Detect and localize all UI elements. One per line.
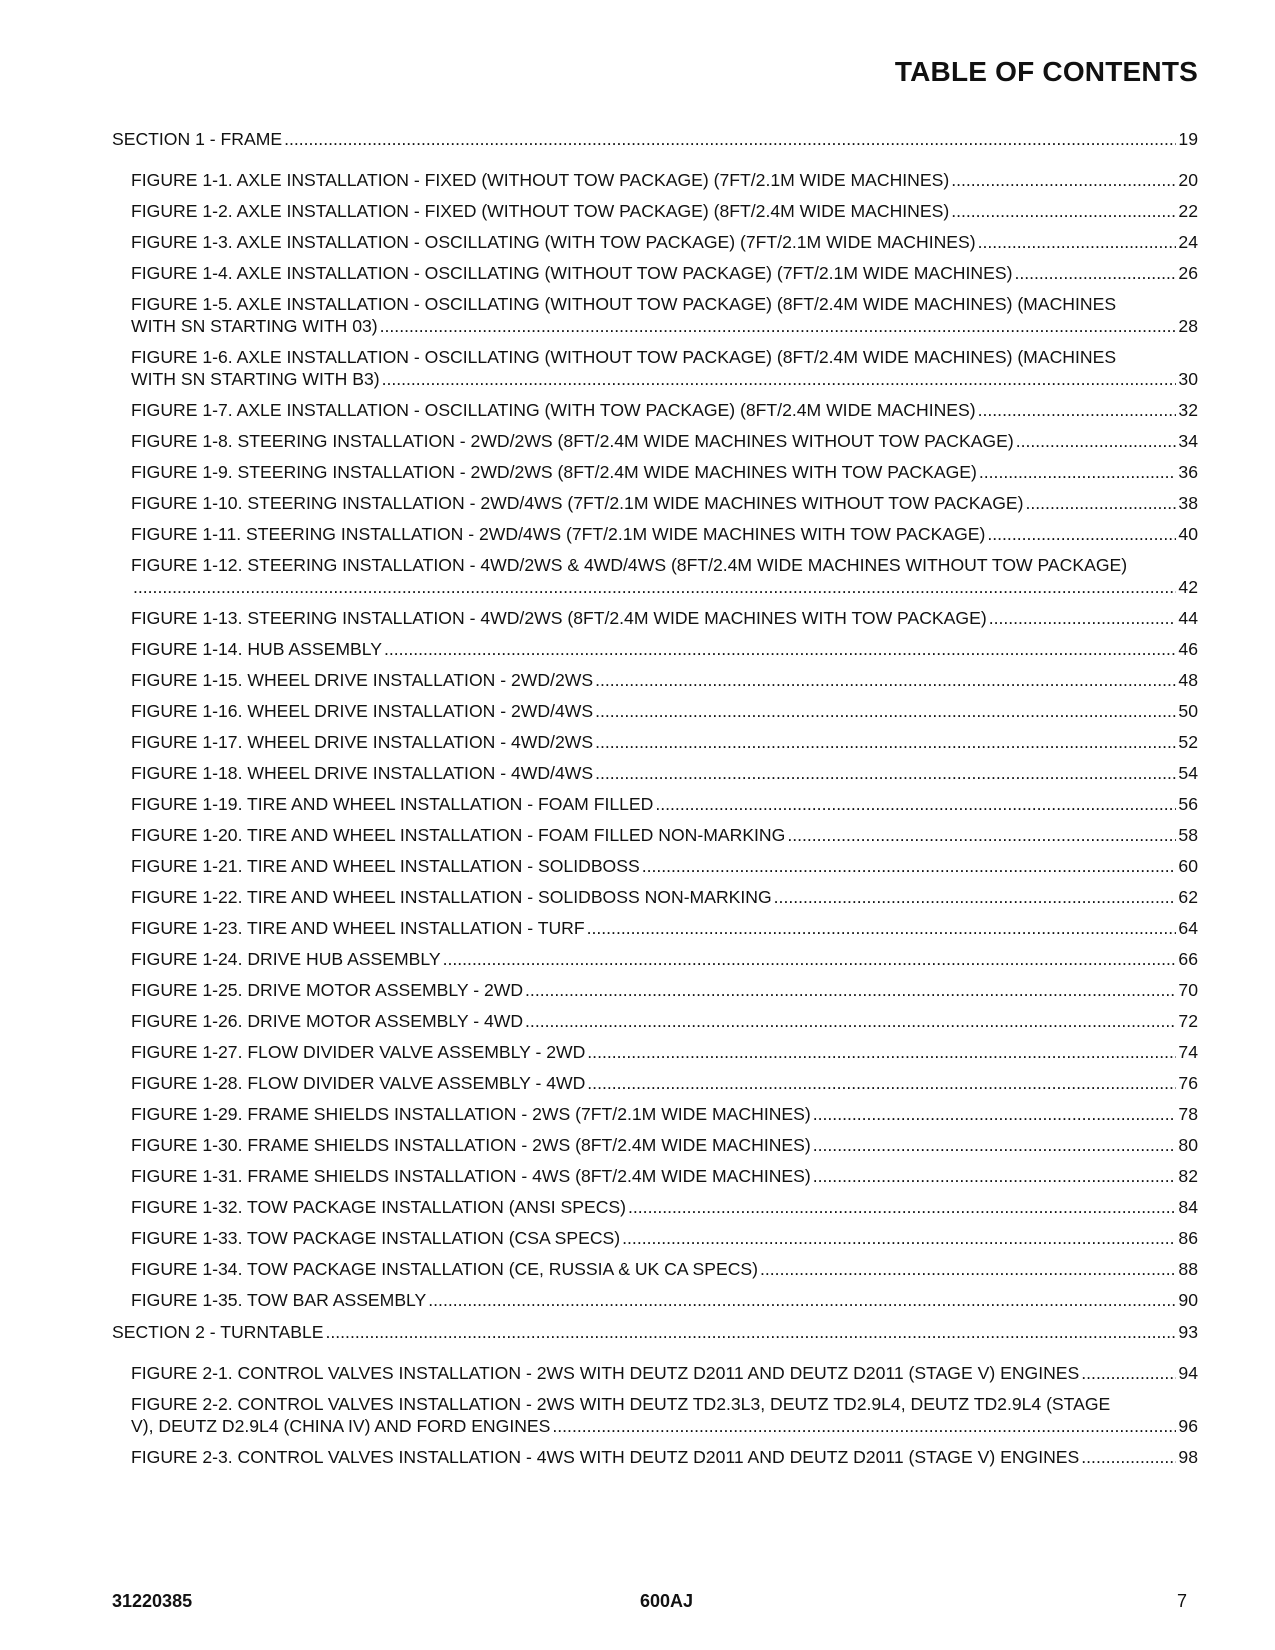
- leader-dots: [1014, 262, 1176, 284]
- toc-figure-entry[interactable]: [112, 262, 1198, 284]
- toc-page-number: 48: [1178, 670, 1198, 690]
- toc-figure-entry[interactable]: [112, 492, 1198, 514]
- toc-section-entry[interactable]: [112, 1321, 1198, 1343]
- toc-page-number: 24: [1178, 232, 1198, 252]
- leader-dots: [813, 1134, 1177, 1156]
- toc-page-number: 20: [1178, 170, 1198, 190]
- toc-figure-entry[interactable]: [112, 1289, 1198, 1311]
- toc-page-number: 98: [1178, 1447, 1198, 1467]
- toc-figure-label: FIGURE 1-22. TIRE AND WHEEL INSTALLATION - SOLIDBOSS NON-MARKING: [131, 887, 772, 907]
- toc-page-number: 88: [1178, 1259, 1198, 1279]
- toc-figure-entry[interactable]: [112, 700, 1198, 722]
- page-footer: [112, 1591, 1187, 1615]
- footer-page-number: 7: [1176, 1591, 1187, 1611]
- toc-figure-label: FIGURE 1-10. STEERING INSTALLATION - 2WD/4WS (7FT/2.1M WIDE MACHINES WITHOUT TOW PACKAGE): [131, 493, 1024, 513]
- leader-dots: [587, 1041, 1176, 1063]
- toc-figure-entry[interactable]: [112, 1196, 1198, 1218]
- toc-page-number: 66: [1178, 949, 1198, 969]
- leader-dots: [978, 231, 1177, 253]
- toc-figure-label: FIGURE 1-24. DRIVE HUB ASSEMBLY: [131, 949, 441, 969]
- leader-dots: [951, 169, 1176, 191]
- toc-figure-entry[interactable]: [112, 855, 1198, 877]
- toc-figure-entry[interactable]: [112, 1227, 1198, 1249]
- toc-figure-label: FIGURE 1-4. AXLE INSTALLATION - OSCILLATING (WITHOUT TOW PACKAGE) (7FT/2.1M WIDE MACHINES): [131, 263, 1013, 283]
- leader-dots: [595, 700, 1176, 722]
- toc-figure-label: FIGURE 1-6. AXLE INSTALLATION - OSCILLATING (WITHOUT TOW PACKAGE) (8FT/2.4M WIDE MACHINES) (MACHINES: [131, 347, 1117, 367]
- leader-dots: [978, 399, 1177, 421]
- toc-page-number: 19: [1178, 129, 1198, 149]
- toc-page-number: 96: [1178, 1416, 1198, 1436]
- toc-figure-label: FIGURE 1-33. TOW PACKAGE INSTALLATION (CSA SPECS): [131, 1228, 621, 1248]
- leader-dots: [655, 793, 1176, 815]
- toc-figure-entry[interactable]: [112, 1072, 1198, 1094]
- toc-figure-entry[interactable]: [112, 762, 1198, 784]
- toc-figure-label: FIGURE 1-32. TOW PACKAGE INSTALLATION (ANSI SPECS): [131, 1197, 627, 1217]
- toc-page-number: 22: [1178, 201, 1198, 221]
- toc-figure-entry[interactable]: [112, 793, 1198, 815]
- toc-figure-entry[interactable]: [112, 638, 1198, 660]
- leader-dots: [525, 979, 1176, 1001]
- toc-page-number: 70: [1178, 980, 1198, 1000]
- leader-dots: [1081, 1362, 1176, 1384]
- toc-figure-entry[interactable]: [112, 461, 1198, 483]
- leader-dots: [382, 368, 1177, 390]
- toc-figure-label: FIGURE 1-1. AXLE INSTALLATION - FIXED (WITHOUT TOW PACKAGE) (7FT/2.1M WIDE MACHINES): [131, 170, 950, 190]
- toc-figure-label: FIGURE 1-13. STEERING INSTALLATION - 4WD/2WS (8FT/2.4M WIDE MACHINES WITH TOW PACKAGE): [131, 608, 987, 628]
- toc-page-number: 80: [1178, 1135, 1198, 1155]
- toc-page-number: 44: [1178, 608, 1198, 628]
- leader-dots: [284, 128, 1176, 150]
- toc-page-number: 93: [1178, 1322, 1198, 1342]
- leader-dots: [587, 917, 1177, 939]
- toc-page-number: 64: [1178, 918, 1198, 938]
- toc-figure-entry[interactable]: [112, 293, 1198, 337]
- toc-figure-entry[interactable]: [112, 430, 1198, 452]
- toc-figure-label: FIGURE 1-17. WHEEL DRIVE INSTALLATION - 4WD/2WS: [131, 732, 594, 752]
- toc-figure-label: FIGURE 1-20. TIRE AND WHEEL INSTALLATION - FOAM FILLED NON-MARKING: [131, 825, 786, 845]
- leader-dots: [622, 1227, 1176, 1249]
- leader-dots: [587, 1072, 1176, 1094]
- toc-figure-label: FIGURE 1-7. AXLE INSTALLATION - OSCILLATING (WITH TOW PACKAGE) (8FT/2.4M WIDE MACHINES): [131, 400, 976, 420]
- toc-page-number: 34: [1178, 431, 1198, 451]
- toc-section-label: SECTION 1 - FRAME: [112, 129, 283, 149]
- toc-page-number: 86: [1178, 1228, 1198, 1248]
- toc-figure-label: FIGURE 1-34. TOW PACKAGE INSTALLATION (CE, RUSSIA & UK CA SPECS): [131, 1259, 759, 1279]
- leader-dots: [1081, 1446, 1176, 1468]
- toc-figure-label: FIGURE 1-12. STEERING INSTALLATION - 4WD/2WS & 4WD/4WS (8FT/2.4M WIDE MACHINES WITHOUT TOW PACKAGE): [131, 555, 1128, 575]
- toc-page-number: 38: [1178, 493, 1198, 513]
- toc-page-number: 94: [1178, 1363, 1198, 1383]
- toc-page-number: 28: [1178, 316, 1198, 336]
- toc-figure-label: FIGURE 2-3. CONTROL VALVES INSTALLATION ‐ 4WS WITH DEUTZ D2011 AND DEUTZ D2011 (STAGE V) ENGINES: [131, 1447, 1080, 1467]
- leader-dots: [813, 1103, 1177, 1125]
- toc-figure-label: FIGURE 1-21. TIRE AND WHEEL INSTALLATION - SOLIDBOSS: [131, 856, 640, 876]
- toc-page-number: 56: [1178, 794, 1198, 814]
- leader-dots: [787, 824, 1176, 846]
- toc-page-number: 90: [1178, 1290, 1198, 1310]
- toc-figure-entry[interactable]: [112, 399, 1198, 421]
- toc-figure-label: FIGURE 1-35. TOW BAR ASSEMBLY: [131, 1290, 427, 1310]
- toc-figure-label: FIGURE 1-25. DRIVE MOTOR ASSEMBLY - 2WD: [131, 980, 524, 1000]
- toc-figure-label: FIGURE 1-16. WHEEL DRIVE INSTALLATION - 2WD/4WS: [131, 701, 594, 721]
- toc-figure-entry[interactable]: [112, 1393, 1198, 1437]
- toc-figure-entry[interactable]: [112, 886, 1198, 908]
- toc-page-number: 74: [1178, 1042, 1198, 1062]
- toc-figure-label: FIGURE 1-3. AXLE INSTALLATION - OSCILLATING (WITH TOW PACKAGE) (7FT/2.1M WIDE MACHINES): [131, 232, 976, 252]
- toc-figure-entry[interactable]: [112, 346, 1198, 390]
- leader-dots: [326, 1321, 1177, 1343]
- toc-page-number: 40: [1178, 524, 1198, 544]
- toc-page-number: 84: [1178, 1197, 1198, 1217]
- toc-figure-label: FIGURE 1-28. FLOW DIVIDER VALVE ASSEMBLY ‐ 4WD: [131, 1073, 586, 1093]
- leader-dots: [760, 1258, 1176, 1280]
- toc-figure-entry[interactable]: [112, 554, 1198, 598]
- leader-dots: [951, 200, 1176, 222]
- leader-dots: [595, 731, 1176, 753]
- toc-page-number: 60: [1178, 856, 1198, 876]
- toc-figure-label: FIGURE 2-2. CONTROL VALVES INSTALLATION ‐ 2WS WITH DEUTZ TD2.3L3, DEUTZ TD2.9L4, DEUTZ TD2.9L4 (STAGE: [131, 1394, 1111, 1414]
- leader-dots: [380, 315, 1177, 337]
- leader-dots: [979, 461, 1177, 483]
- toc-figure-entry[interactable]: [112, 607, 1198, 629]
- toc-figure-entry[interactable]: [112, 523, 1198, 545]
- page-title: TABLE OF CONTENTS: [894, 56, 1198, 87]
- toc-figure-label: FIGURE 1-15. WHEEL DRIVE INSTALLATION - 2WD/2WS: [131, 670, 594, 690]
- toc-figure-entry[interactable]: [112, 731, 1198, 753]
- leader-dots: [989, 607, 1177, 629]
- leader-dots: [384, 638, 1176, 660]
- table-of-contents: [112, 128, 1198, 1477]
- toc-figure-entry[interactable]: [112, 231, 1198, 253]
- toc-page-number: 30: [1178, 369, 1198, 389]
- toc-page-number: 54: [1178, 763, 1198, 783]
- footer-doc-number: 31220385: [112, 1591, 193, 1611]
- toc-figure-label: FIGURE 1-11. STEERING INSTALLATION - 2WD/4WS (7FT/2.1M WIDE MACHINES WITH TOW PACKAGE): [131, 524, 986, 544]
- toc-figure-label: FIGURE 1-14. HUB ASSEMBLY: [131, 639, 382, 659]
- toc-figure-entry[interactable]: [112, 200, 1198, 222]
- toc-figure-label: FIGURE 1-23. TIRE AND WHEEL INSTALLATION - TURF: [131, 918, 585, 938]
- toc-page-number: 76: [1178, 1073, 1198, 1093]
- toc-page-number: 36: [1178, 462, 1198, 482]
- toc-page-number: 72: [1178, 1011, 1198, 1031]
- toc-page-number: 50: [1178, 701, 1198, 721]
- toc-figure-entry[interactable]: [112, 1165, 1198, 1187]
- toc-figure-label-continued: WITH SN STARTING WITH 03): [131, 316, 378, 336]
- toc-figure-entry[interactable]: [112, 1362, 1198, 1384]
- toc-figure-label: FIGURE 1-27. FLOW DIVIDER VALVE ASSEMBLY ‐ 2WD: [131, 1042, 586, 1062]
- toc-section-entry[interactable]: [112, 128, 1198, 150]
- toc-figure-entry[interactable]: [112, 948, 1198, 970]
- leader-dots: [774, 886, 1177, 908]
- toc-figure-entry[interactable]: [112, 824, 1198, 846]
- toc-figure-entry[interactable]: [112, 1134, 1198, 1156]
- toc-page-number: 58: [1178, 825, 1198, 845]
- toc-figure-label: FIGURE 1-2. AXLE INSTALLATION - FIXED (WITHOUT TOW PACKAGE) (8FT/2.4M WIDE MACHINES): [131, 201, 950, 221]
- leader-dots: [443, 948, 1177, 970]
- leader-dots: [987, 523, 1176, 545]
- toc-figure-entry[interactable]: [112, 169, 1198, 191]
- toc-page-number: 32: [1178, 400, 1198, 420]
- leader-dots: [525, 1010, 1176, 1032]
- footer-model: 600AJ: [640, 1591, 694, 1611]
- toc-figure-entry[interactable]: [112, 979, 1198, 1001]
- leader-dots: [552, 1415, 1176, 1437]
- toc-figure-label: FIGURE 1-29. FRAME SHIELDS INSTALLATION ‐ 2WS (7FT/2.1M WIDE MACHINES): [131, 1104, 811, 1124]
- toc-page-number: 52: [1178, 732, 1198, 752]
- toc-page-number: 42: [1178, 577, 1198, 597]
- toc-figure-label: FIGURE 1-8. STEERING INSTALLATION - 2WD/2WS (8FT/2.4M WIDE MACHINES WITHOUT TOW PACKAGE): [131, 431, 1014, 451]
- toc-figure-label-continued: WITH SN STARTING WITH B3): [131, 369, 380, 389]
- toc-figure-entry[interactable]: [112, 1103, 1198, 1125]
- toc-section-label: SECTION 2 - TURNTABLE: [112, 1322, 324, 1342]
- toc-figure-entry[interactable]: [112, 1258, 1198, 1280]
- toc-figure-label: FIGURE 1-30. FRAME SHIELDS INSTALLATION ‐ 2WS (8FT/2.4M WIDE MACHINES): [131, 1135, 811, 1155]
- leader-dots: [813, 1165, 1177, 1187]
- toc-figure-label-continued: V), DEUTZ D2.9L4 (CHINA IV) AND FORD ENGINES: [131, 1416, 551, 1436]
- leader-dots: [628, 1196, 1176, 1218]
- leader-dots: [1026, 492, 1177, 514]
- toc-figure-entry[interactable]: [112, 1010, 1198, 1032]
- toc-figure-label: FIGURE 1-5. AXLE INSTALLATION - OSCILLATING (WITHOUT TOW PACKAGE) (8FT/2.4M WIDE MACHINES) (MACHINES: [131, 294, 1117, 314]
- toc-figure-label: FIGURE 1-26. DRIVE MOTOR ASSEMBLY - 4WD: [131, 1011, 524, 1031]
- toc-page-number: 82: [1178, 1166, 1198, 1186]
- toc-figure-entry[interactable]: [112, 917, 1198, 939]
- toc-page-number: 78: [1178, 1104, 1198, 1124]
- toc-figure-entry[interactable]: [112, 1041, 1198, 1063]
- toc-figure-label: FIGURE 1-18. WHEEL DRIVE INSTALLATION - 4WD/4WS: [131, 763, 594, 783]
- toc-page-number: 26: [1178, 263, 1198, 283]
- toc-figure-label: FIGURE 2-1. CONTROL VALVES INSTALLATION - 2WS WITH DEUTZ D2011 AND DEUTZ D2011 (STAGE V) ENGINES: [131, 1363, 1080, 1383]
- toc-figure-label: FIGURE 1-31. FRAME SHIELDS INSTALLATION ‐ 4WS (8FT/2.4M WIDE MACHINES): [131, 1166, 811, 1186]
- leader-dots: [595, 762, 1176, 784]
- toc-figure-label: FIGURE 1-19. TIRE AND WHEEL INSTALLATION - FOAM FILLED: [131, 794, 654, 814]
- toc-page-number: 62: [1178, 887, 1198, 907]
- toc-figure-label: FIGURE 1-9. STEERING INSTALLATION - 2WD/2WS (8FT/2.4M WIDE MACHINES WITH TOW PACKAGE): [131, 462, 977, 482]
- toc-figure-entry[interactable]: [112, 1446, 1198, 1468]
- leader-dots: [1016, 430, 1177, 452]
- toc-page-number: 46: [1178, 639, 1198, 659]
- leader-dots: [133, 576, 1176, 598]
- leader-dots: [595, 669, 1176, 691]
- leader-dots: [642, 855, 1177, 877]
- toc-figure-entry[interactable]: [112, 669, 1198, 691]
- leader-dots: [428, 1289, 1176, 1311]
